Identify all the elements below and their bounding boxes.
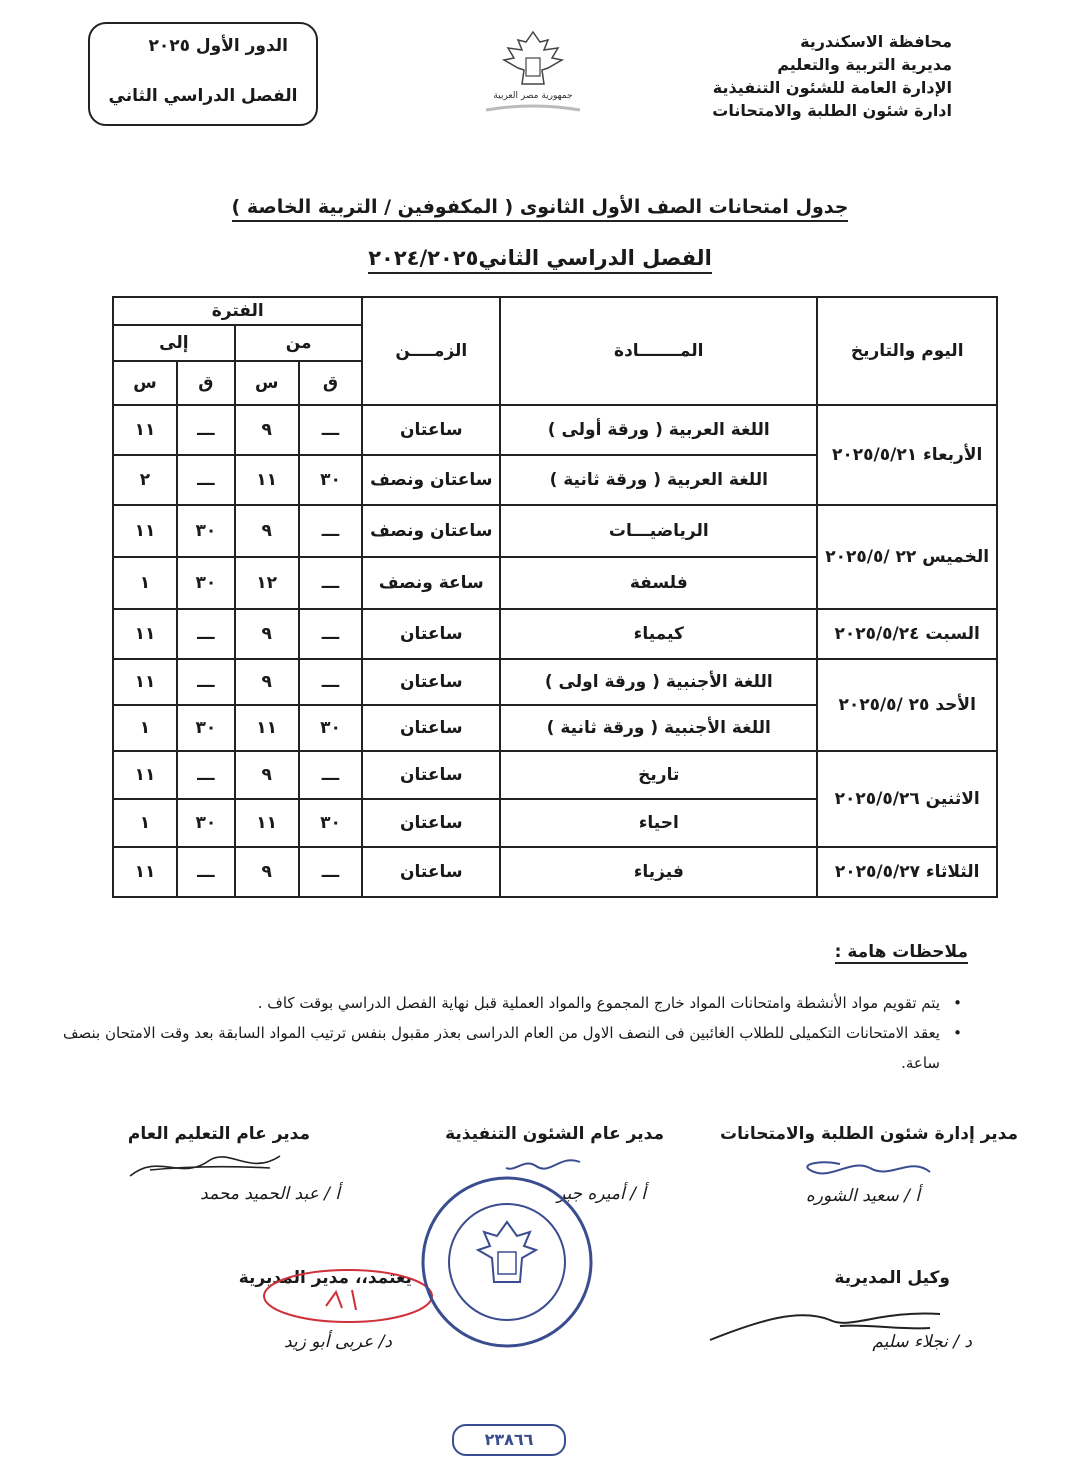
from-minutes-cell: ـــ — [299, 609, 363, 659]
session-round: الدور الأول ٢٠٢٥ — [148, 36, 288, 56]
eagle-emblem-icon — [478, 26, 588, 116]
table-row — [113, 609, 997, 659]
to-hours-cell: ١ — [113, 799, 177, 847]
issuer-line: الإدارة العامة للشئون التنفيذية — [712, 78, 952, 97]
duration-cell: ساعتان — [362, 405, 500, 455]
duration-cell: ساعتان — [362, 847, 500, 897]
day-date-cell: الأربعاء ٢٠٢٥/٥/٢١ — [817, 405, 997, 505]
duration-cell: ساعتان — [362, 799, 500, 847]
issuer-line: محافظة الاسكندرية — [800, 32, 952, 51]
signature-title-general-education: مدير عام التعليم العام — [127, 1124, 310, 1144]
handwritten-signature-icon — [790, 1150, 940, 1190]
from-minutes-cell: ـــ — [299, 405, 363, 455]
from-hours-cell: ٩ — [235, 609, 299, 659]
from-hours-cell: ١١ — [235, 455, 299, 505]
duration-cell: ساعتان — [362, 751, 500, 799]
note-item: • يعقد الامتحانات التكميلى للطلاب الغائبين فى النصف الاول من العام الدراسى بعذر مقبول بنفس ترتيب المواد السابقة بعد وقت الامتحان بنصف ساعة. — [40, 1018, 968, 1078]
notes-heading: ملاحظات هامة : — [834, 942, 968, 962]
to-hours-cell: ١١ — [113, 659, 177, 705]
to-minutes-cell: ـــ — [177, 751, 235, 799]
signature-name-director: د/ عربى أبو زيد — [283, 1332, 392, 1352]
header-minutes: ق — [177, 361, 235, 405]
from-minutes-cell: ـــ — [299, 505, 363, 557]
emblem-caption: جمهورية مصر العربية — [493, 91, 573, 101]
table-row — [113, 405, 997, 455]
to-minutes-cell: ـــ — [177, 609, 235, 659]
issuer-block — [712, 30, 952, 122]
day-date-cell: السبت ٢٠٢٥/٥/٢٤ — [817, 609, 997, 659]
from-minutes-cell: ـــ — [299, 557, 363, 609]
signature-name-executive-affairs: أ / أميره جبر — [557, 1184, 646, 1204]
signature-title-deputy: وكيل المديرية — [834, 1268, 950, 1288]
notes-list — [40, 988, 968, 1078]
from-minutes-cell: ٣٠ — [299, 799, 363, 847]
to-hours-cell: ١١ — [113, 405, 177, 455]
duration-cell: ساعتان ونصف — [362, 455, 500, 505]
to-hours-cell: ١١ — [113, 609, 177, 659]
to-hours-cell: ١ — [113, 705, 177, 751]
header-duration: الزمــــن — [362, 297, 500, 405]
table-row — [113, 751, 997, 799]
header-from: من — [235, 325, 363, 361]
duration-cell: ساعتان — [362, 659, 500, 705]
to-minutes-cell: ـــ — [177, 405, 235, 455]
table-row — [113, 505, 997, 557]
from-hours-cell: ١١ — [235, 799, 299, 847]
from-hours-cell: ٩ — [235, 847, 299, 897]
issuer-line: ادارة شئون الطلبة والامتحانات — [712, 101, 952, 120]
handwritten-signature-icon — [700, 1300, 950, 1350]
exam-schedule-table — [112, 296, 998, 898]
session-term: الفصل الدراسي الثاني — [108, 86, 298, 106]
header-minutes: ق — [299, 361, 363, 405]
signature-name-students-affairs: أ / سعيد الشوره — [805, 1186, 920, 1206]
handwritten-signature-icon — [120, 1146, 290, 1192]
to-hours-cell: ١١ — [113, 751, 177, 799]
from-hours-cell: ٩ — [235, 659, 299, 705]
subject-cell: احياء — [500, 799, 817, 847]
to-minutes-cell: ـــ — [177, 847, 235, 897]
duration-cell: ساعة ونصف — [362, 557, 500, 609]
from-minutes-cell: ـــ — [299, 847, 363, 897]
from-hours-cell: ٩ — [235, 505, 299, 557]
subject-cell: فيزياء — [500, 847, 817, 897]
to-minutes-cell: ٣٠ — [177, 557, 235, 609]
subject-cell: الرياضيـــات — [500, 505, 817, 557]
to-hours-cell: ١١ — [113, 505, 177, 557]
to-minutes-cell: ـــ — [177, 455, 235, 505]
to-hours-cell: ٢ — [113, 455, 177, 505]
from-hours-cell: ١٢ — [235, 557, 299, 609]
from-minutes-cell: ٣٠ — [299, 455, 363, 505]
issuer-line: مديرية التربية والتعليم — [777, 55, 952, 74]
note-item: • يتم تقويم مواد الأنشطة وامتحانات المواد خارج المجموع والمواد العملية قبل نهاية الفصل الدراسي بوقت كاف . — [40, 988, 968, 1018]
duration-cell: ساعتان — [362, 705, 500, 751]
from-minutes-cell: ـــ — [299, 751, 363, 799]
stamp-serial-number: ٢٣٨٦٦ — [452, 1424, 566, 1456]
from-hours-cell: ١١ — [235, 705, 299, 751]
header-subject: المـــــــادة — [500, 297, 817, 405]
table-row — [113, 847, 997, 897]
signature-name-deputy: د / نجلاء سليم — [872, 1332, 972, 1352]
subject-cell: تاريخ — [500, 751, 817, 799]
subject-cell: اللغة العربية ( ورقة أولى ) — [500, 405, 817, 455]
signature-title-executive-affairs: مدير عام الشئون التنفيذية — [445, 1124, 664, 1144]
page-title: جدول امتحانات الصف الأول الثانوى ( المكفوفين / التربية الخاصة ) — [0, 196, 1080, 218]
signature-name-general-education: أ / عبد الحميد محمد — [200, 1184, 340, 1204]
to-minutes-cell: ـــ — [177, 659, 235, 705]
header-day-date: اليوم والتاريخ — [817, 297, 997, 405]
subject-cell: اللغة العربية ( ورقة ثانية ) — [500, 455, 817, 505]
to-minutes-cell: ٣٠ — [177, 705, 235, 751]
duration-cell: ساعتان — [362, 609, 500, 659]
from-hours-cell: ٩ — [235, 751, 299, 799]
signature-title-director: يعتمد،، مدير المديرية — [238, 1268, 412, 1288]
subject-cell: كيمياء — [500, 609, 817, 659]
to-minutes-cell: ٣٠ — [177, 799, 235, 847]
header-period: الفترة — [113, 297, 362, 325]
header-hours: س — [235, 361, 299, 405]
subject-cell: اللغة الأجنبية ( ورقة ثانية ) — [500, 705, 817, 751]
session-box — [88, 22, 318, 126]
from-minutes-cell: ٣٠ — [299, 705, 363, 751]
header-hours: س — [113, 361, 177, 405]
day-date-cell: الاثنين ٢٠٢٥/٥/٢٦ — [817, 751, 997, 847]
subject-cell: اللغة الأجنبية ( ورقة اولى ) — [500, 659, 817, 705]
day-date-cell: الأحد ٢٥ /٢٠٢٥/٥ — [817, 659, 997, 751]
header-to: إلى — [113, 325, 235, 361]
to-hours-cell: ١١ — [113, 847, 177, 897]
to-minutes-cell: ٣٠ — [177, 505, 235, 557]
to-hours-cell: ١ — [113, 557, 177, 609]
table-row — [113, 659, 997, 705]
red-approval-circle-icon — [256, 1262, 436, 1332]
day-date-cell: الخميس ٢٢ /٢٠٢٥/٥ — [817, 505, 997, 609]
day-date-cell: الثلاثاء ٢٠٢٥/٥/٢٧ — [817, 847, 997, 897]
page-subtitle: الفصل الدراسي الثاني٢٠٢٤/٢٠٢٥ — [0, 246, 1080, 270]
official-stamp-icon — [412, 1172, 602, 1352]
duration-cell: ساعتان ونصف — [362, 505, 500, 557]
from-minutes-cell: ـــ — [299, 659, 363, 705]
signature-title-students-affairs: مدير إدارة شئون الطلبة والامتحانات — [720, 1124, 1018, 1144]
subject-cell: فلسفة — [500, 557, 817, 609]
from-hours-cell: ٩ — [235, 405, 299, 455]
